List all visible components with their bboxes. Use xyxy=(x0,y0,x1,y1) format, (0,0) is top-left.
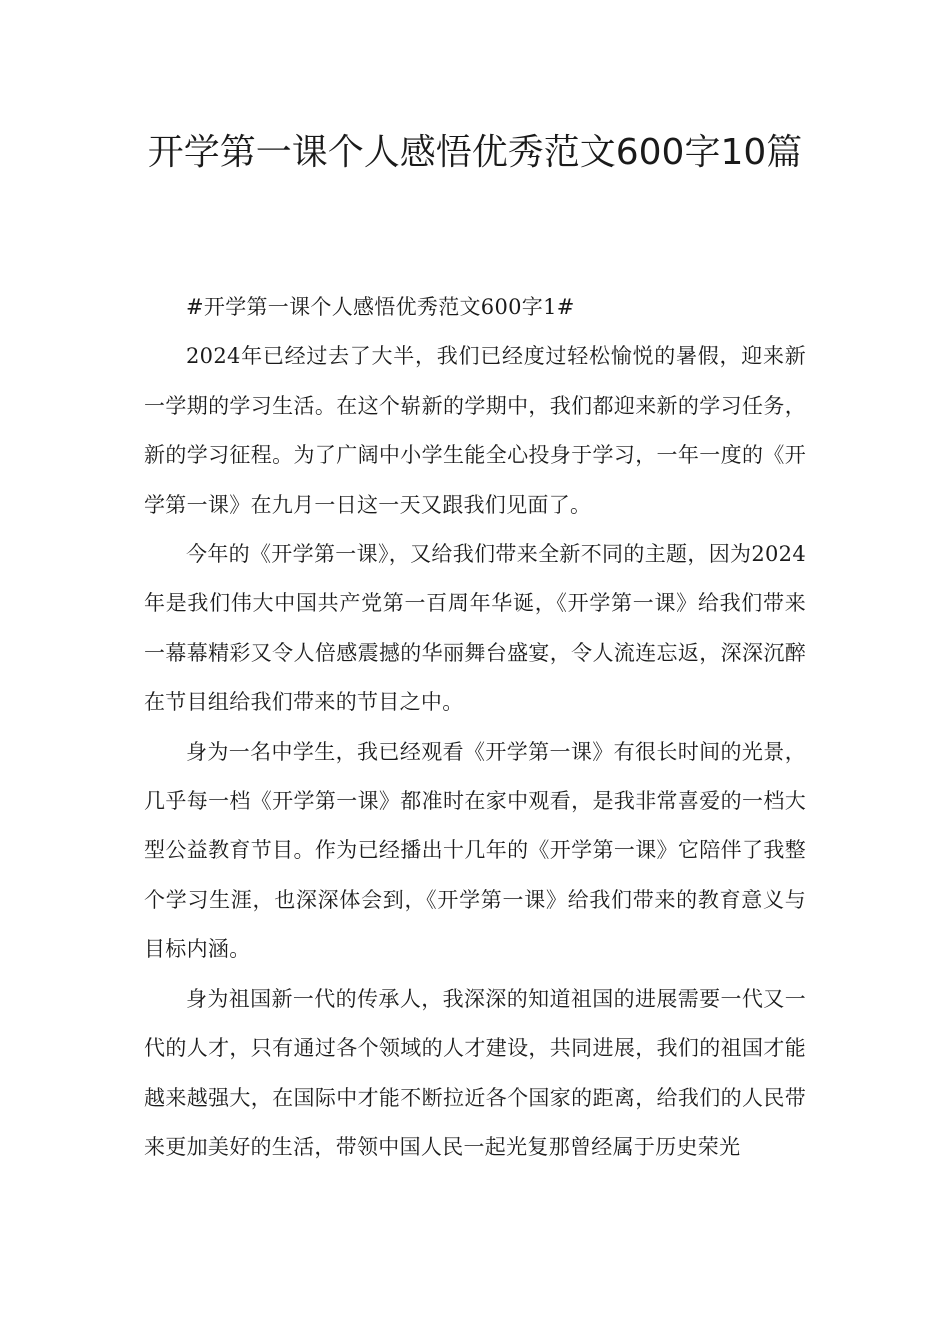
paragraph-1: 2024年已经过去了大半，我们已经度过轻松愉悦的暑假，迎来新一学期的学习生活。在这个崭新的学期中，我们都迎来新的学习任务，新的学习征程。为了广阔中小学生能全心投身于学习，一年一度的《开学第一课》在九月一日这一天又跟我们见面了。 xyxy=(144,344,806,517)
paragraph-2: 今年的《开学第一课》，又给我们带来全新不同的主题，因为2024年是我们伟大中国共产党第一百周年华诞，《开学第一课》给我们带来一幕幕精彩又令人倍感震撼的华丽舞台盛宴，令人流连忘返，深深沉醉在节目组给我们带来的节目之中。 xyxy=(144,542,806,715)
section-heading: #开学第一课个人感悟优秀范文600字1# xyxy=(186,295,575,319)
paragraph-3: 身为一名中学生，我已经观看《开学第一课》有很长时间的光景，几乎每一档《开学第一课》都准时在家中观看，是我非常喜爱的一档大型公益教育节目。作为已经播出十几年的《开学第一课》它陪伴了我整个学习生涯，也深深体会到，《开学第一课》给我们带来的教育意义与目标内涵。 xyxy=(144,739,806,962)
document-title: 开学第一课个人感悟优秀范文600字10篇 xyxy=(147,132,803,173)
document-body xyxy=(144,283,806,1172)
paragraph-4: 身为祖国新一代的传承人，我深深的知道祖国的进展需要一代又一代的人才，只有通过各个领域的人才建设，共同进展，我们的祖国才能越来越强大，在国际中才能不断拉近各个国家的距离，给我们的人民带来更加美好的生活，带领中国人民一起光复那曾经属于历史荣光 xyxy=(144,986,806,1159)
